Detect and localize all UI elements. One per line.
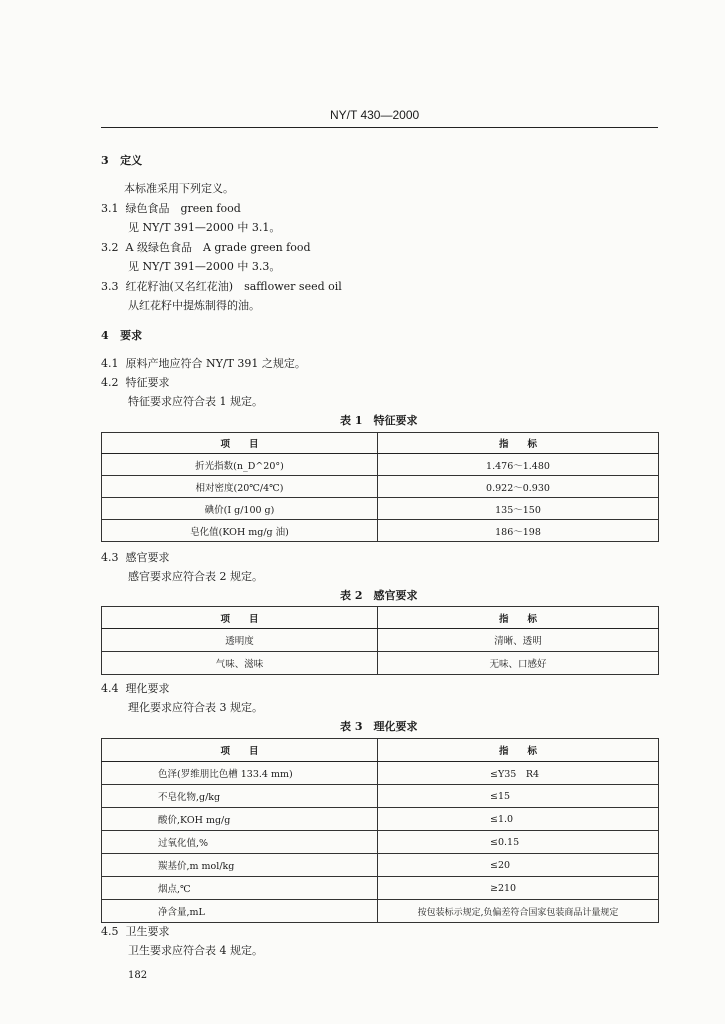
table-3-cell-value: ≤15 [378, 785, 659, 808]
table-3-cell-item: 烟点,℃ [102, 877, 378, 900]
section-3-number: 3 [101, 154, 109, 167]
table-3-cell-value: ≤1.0 [378, 808, 659, 831]
header-rule [101, 127, 658, 128]
table-1-cell-value: 1.476～1.480 [378, 454, 659, 476]
clause-3-1-title: 绿色食品 green food [125, 202, 241, 215]
table-3-header-value: 指 标 [378, 739, 659, 762]
clause-4-5-title: 卫生要求 [125, 925, 170, 938]
table-row [102, 808, 659, 831]
clause-4-2 [101, 374, 170, 390]
clause-4-4 [101, 680, 170, 696]
table-1-header-row [102, 433, 659, 454]
table-row [102, 454, 659, 476]
section-3-title: 定义 [120, 154, 143, 167]
table-3-cell-item: 不皂化物,g/kg [102, 785, 378, 808]
clause-3-2-number: 3.2 [101, 241, 119, 254]
table-row [102, 785, 659, 808]
table-3 [101, 738, 659, 923]
clause-4-2-title: 特征要求 [125, 376, 170, 389]
table-1-cell-item: 碘价(I g/100 g) [102, 498, 378, 520]
table-row [102, 831, 659, 854]
table-2-cell-value: 无味、口感好 [378, 652, 659, 675]
clause-4-3-number: 4.3 [101, 551, 119, 564]
table-3-cell-value: ≤20 [378, 854, 659, 877]
table-row [102, 520, 659, 542]
table-1-header-value: 指 标 [378, 433, 659, 454]
table-2-caption: 表 2 感官要求 [340, 589, 418, 602]
table-3-cell-value: ≤0.15 [378, 831, 659, 854]
table-3-cell-item: 净含量,mL [102, 900, 378, 923]
clause-4-4-title: 理化要求 [125, 682, 170, 695]
table-3-cell-value: 按包装标示规定,负偏差符合国家包装商品计量规定 [378, 900, 659, 923]
table-1-cell-item: 皂化值(KOH mg/g 油) [102, 520, 378, 542]
clause-4-2-text: 特征要求应符合表 1 规定。 [128, 395, 263, 408]
table-row [102, 900, 659, 923]
table-3-header-item: 项 目 [102, 739, 378, 762]
clause-4-1-number: 4.1 [101, 357, 119, 370]
table-3-cell-item: 酸价,KOH mg/g [102, 808, 378, 831]
clause-3-3 [101, 278, 342, 294]
standard-code-header: NY/T 430—2000 [330, 108, 420, 122]
clause-4-5-text: 卫生要求应符合表 4 规定。 [128, 944, 263, 957]
table-row [102, 854, 659, 877]
clause-3-1 [101, 200, 241, 216]
table-2-cell-value: 清晰、透明 [378, 629, 659, 652]
table-row [102, 762, 659, 785]
section-3-heading [101, 152, 142, 168]
table-row [102, 652, 659, 675]
clause-4-2-number: 4.2 [101, 376, 119, 389]
table-3-cell-item: 羰基价,m mol/kg [102, 854, 378, 877]
section-4-title: 要求 [120, 329, 143, 342]
table-2 [101, 606, 659, 675]
page-number: 182 [128, 970, 148, 981]
table-row [102, 877, 659, 900]
table-2-cell-item: 气味、滋味 [102, 652, 378, 675]
table-row [102, 476, 659, 498]
clause-3-2 [101, 239, 311, 255]
table-2-header-item: 项 目 [102, 607, 378, 629]
clause-4-4-text: 理化要求应符合表 3 规定。 [128, 701, 263, 714]
table-1-cell-item: 相对密度(20℃/4℃) [102, 476, 378, 498]
table-2-cell-item: 透明度 [102, 629, 378, 652]
clause-4-5-number: 4.5 [101, 925, 119, 938]
section-4-heading [101, 327, 142, 343]
clause-3-1-reference: 见 NY/T 391—2000 中 3.1。 [128, 221, 281, 234]
table-1-header-item: 项 目 [102, 433, 378, 454]
section-3-intro: 本标准采用下列定义。 [124, 182, 234, 195]
clause-4-1 [101, 355, 306, 371]
table-1-cell-value: 0.922～0.930 [378, 476, 659, 498]
table-2-header-row [102, 607, 659, 629]
table-3-caption: 表 3 理化要求 [340, 720, 418, 733]
clause-3-1-number: 3.1 [101, 202, 119, 215]
clause-3-2-title: A 级绿色食品 A grade green food [125, 241, 311, 254]
table-3-cell-value: ≤Y35 R4 [378, 762, 659, 785]
clause-4-3 [101, 549, 170, 565]
clause-3-3-title: 红花籽油(又名红花油) safflower seed oil [125, 280, 342, 293]
clause-3-3-definition: 从红花籽中提炼制得的油。 [128, 299, 260, 312]
clause-4-5 [101, 923, 170, 939]
table-1-cell-value: 186～198 [378, 520, 659, 542]
table-1-cell-value: 135～150 [378, 498, 659, 520]
table-1-caption: 表 1 特征要求 [340, 414, 418, 427]
clause-4-3-text: 感官要求应符合表 2 规定。 [128, 570, 263, 583]
table-1 [101, 432, 659, 542]
table-1-cell-item: 折光指数(n_D^20°) [102, 454, 378, 476]
table-2-header-value: 指 标 [378, 607, 659, 629]
table-row [102, 498, 659, 520]
table-3-cell-item: 色泽(罗维朋比色槽 133.4 mm) [102, 762, 378, 785]
table-3-cell-value: ≥210 [378, 877, 659, 900]
table-3-cell-item: 过氧化值,% [102, 831, 378, 854]
table-row [102, 629, 659, 652]
clause-4-1-text: 原料产地应符合 NY/T 391 之规定。 [125, 357, 306, 370]
clause-4-4-number: 4.4 [101, 682, 119, 695]
clause-3-2-reference: 见 NY/T 391—2000 中 3.3。 [128, 260, 281, 273]
clause-3-3-number: 3.3 [101, 280, 119, 293]
clause-4-3-title: 感官要求 [125, 551, 170, 564]
table-3-header-row [102, 739, 659, 762]
section-4-number: 4 [101, 329, 109, 342]
